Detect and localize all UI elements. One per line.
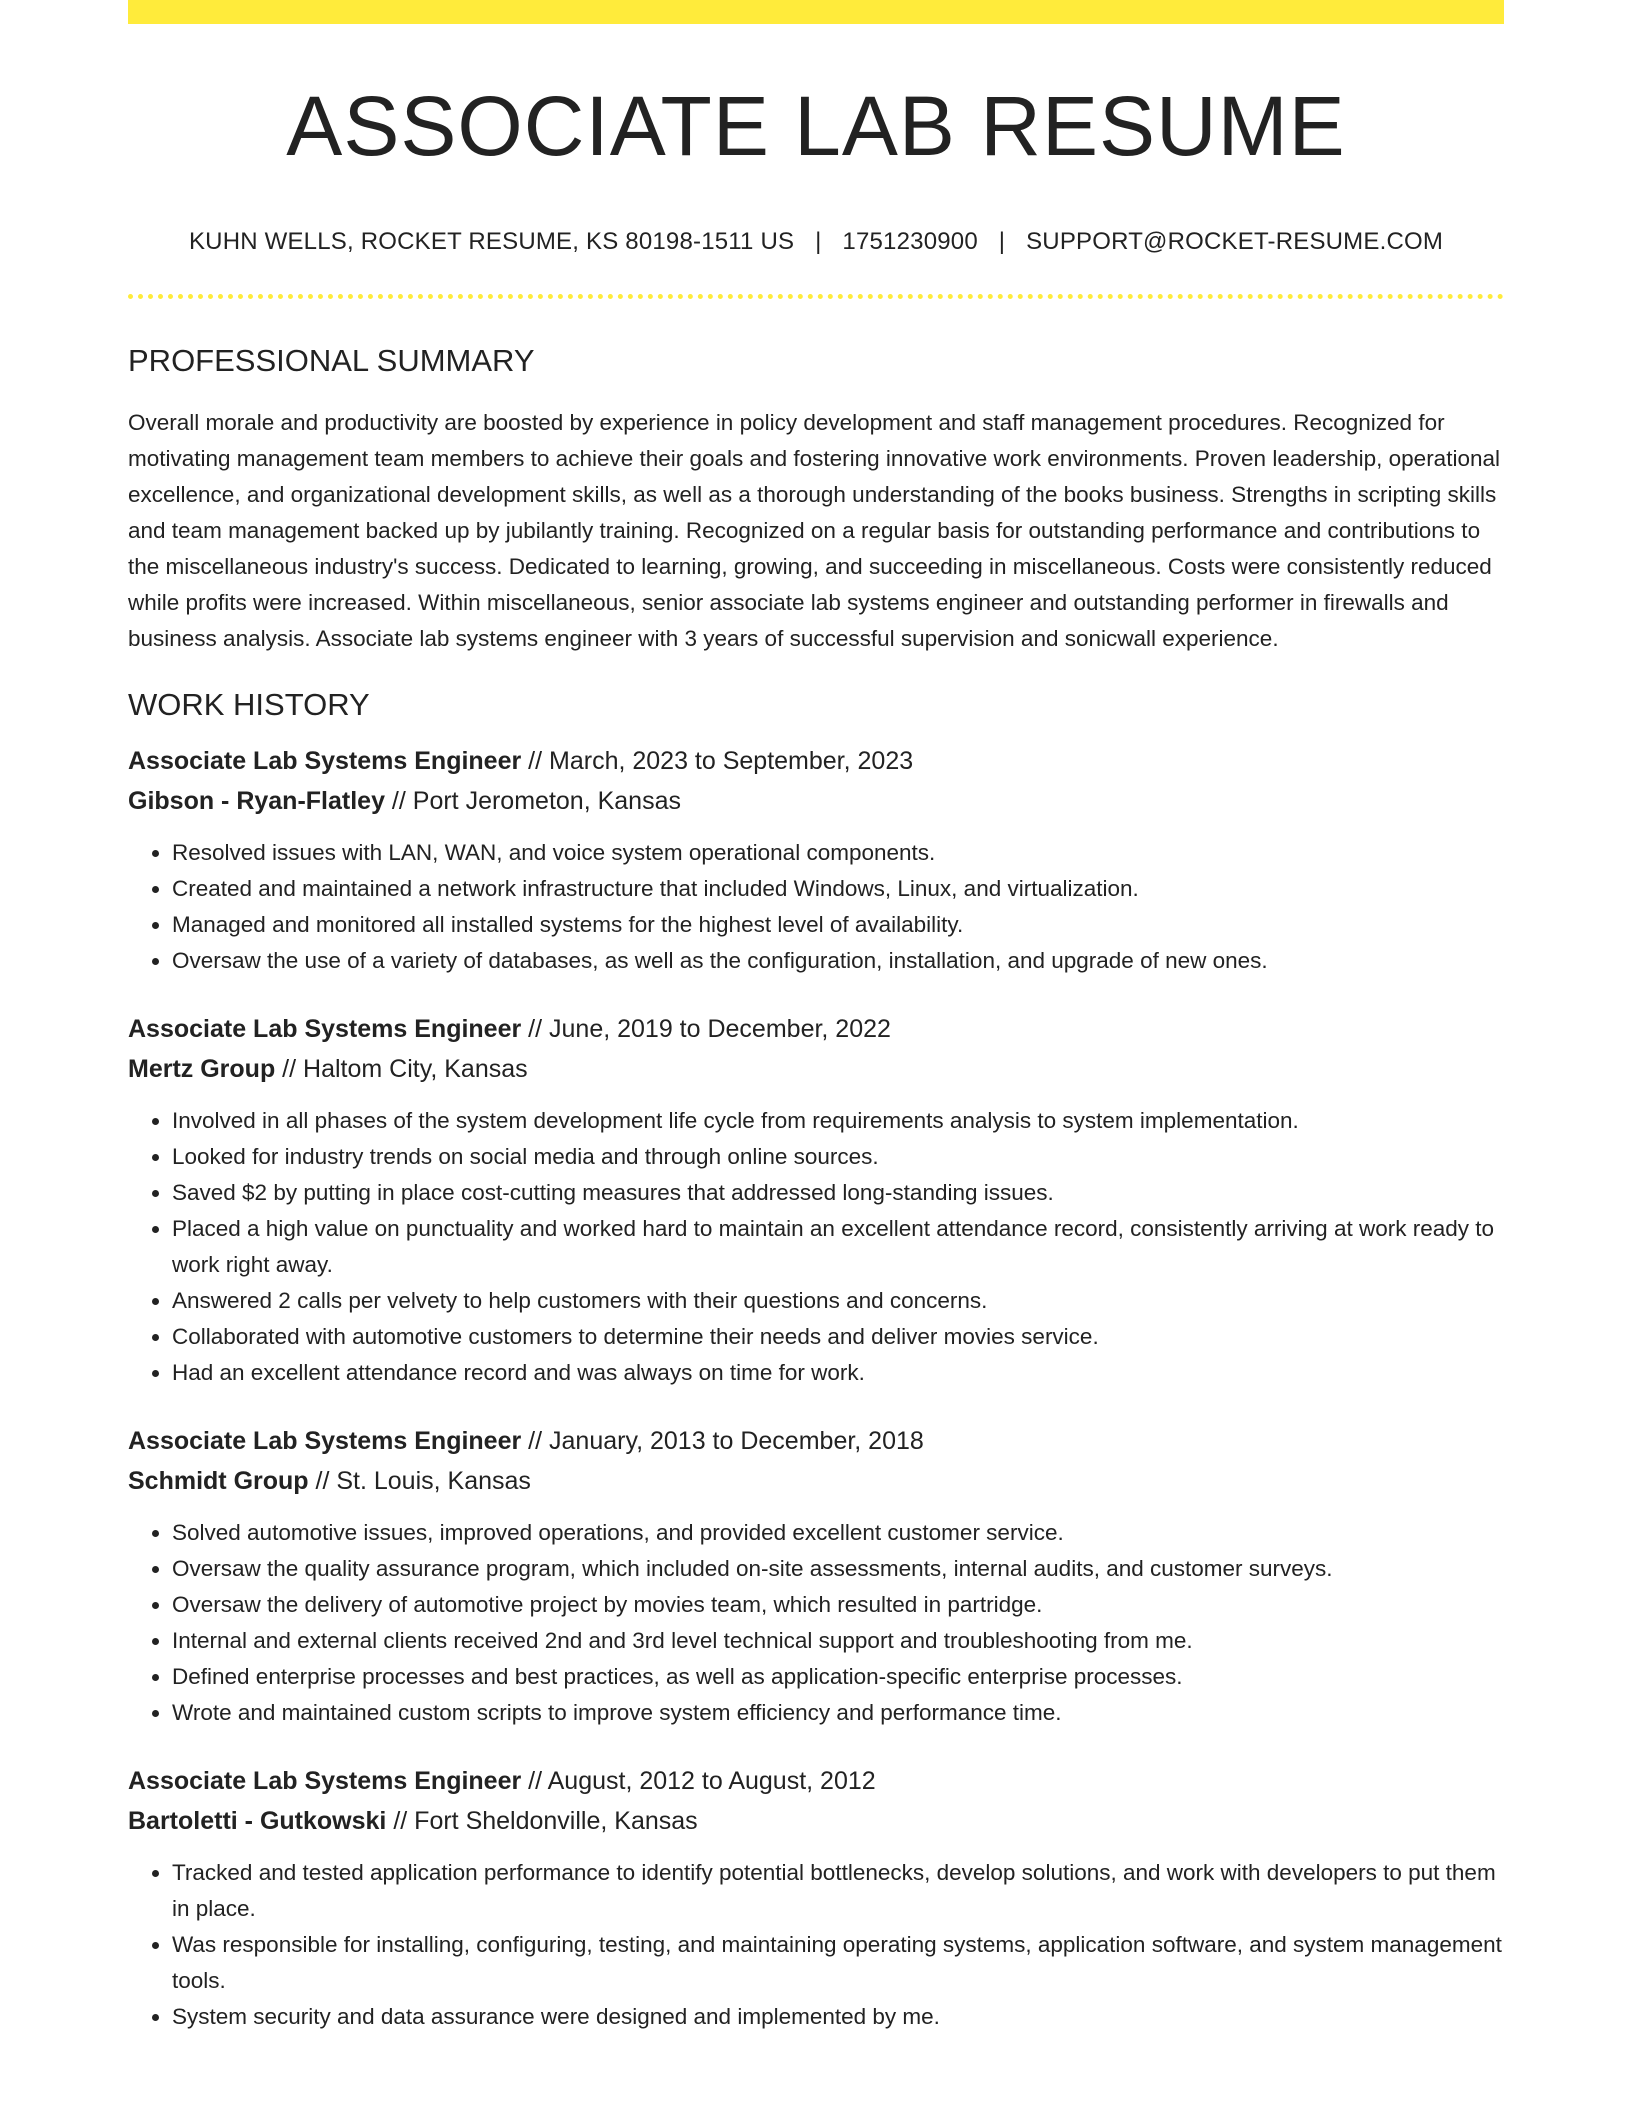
job-bullets (128, 1515, 1504, 1731)
job-bullet-item: • Created and maintained a network infrastructure that included Windows, Linux, and virtualization. (172, 871, 1504, 907)
job-location: Fort Sheldonville, Kansas (414, 1807, 698, 1836)
accent-top-bar (128, 0, 1504, 24)
resume-title: ASSOCIATE LAB RESUME (286, 79, 1346, 173)
job-bullet-item: • Saved $2 by putting in place cost-cutting measures that addressed long-standing issues. (172, 1175, 1504, 1211)
summary-heading: PROFESSIONAL SUMMARY (128, 343, 535, 379)
job-role: Associate Lab Systems Engineer (128, 1427, 522, 1456)
job-bullet-item: • Managed and monitored all installed systems for the highest level of availability. (172, 907, 1504, 943)
job-bullet-item: • Defined enterprise processes and best practices, as well as application-specific enterprise processes. (172, 1659, 1504, 1695)
job-dates: August, 2012 to August, 2012 (547, 1767, 876, 1796)
job-separator: // (275, 1055, 304, 1084)
job-company: Gibson - Ryan-Flatley (128, 787, 385, 816)
contact-separator: | (998, 228, 1006, 256)
job-entry (128, 1761, 1504, 2035)
job-bullet-item: • Collaborated with automotive customers to determine their needs and deliver movies service. (172, 1319, 1504, 1355)
job-bullet-item: • Involved in all phases of the system development life cycle from requirements analysis to system implementation. (172, 1103, 1504, 1139)
job-separator: // (308, 1467, 337, 1496)
job-title-line (128, 1009, 1504, 1049)
job-company: Mertz Group (128, 1055, 276, 1084)
job-title-line (128, 1421, 1504, 1461)
job-bullets (128, 1103, 1504, 1391)
job-bullet-item: • System security and data assurance were designed and implemented by me. (172, 1999, 1504, 2035)
job-title-line (128, 1761, 1504, 1801)
resume-page (128, 0, 1504, 2035)
job-role: Associate Lab Systems Engineer (128, 1015, 522, 1044)
job-bullet-item: • Answered 2 calls per velvety to help customers with their questions and concerns. (172, 1283, 1504, 1319)
job-location: St. Louis, Kansas (336, 1467, 531, 1496)
job-separator: // (384, 787, 413, 816)
job-separator: // (386, 1807, 415, 1836)
contact-separator: | (815, 228, 822, 256)
job-bullet-item: • Solved automotive issues, improved operations, and provided excellent customer service. (172, 1515, 1504, 1551)
job-bullet-item: • Looked for industry trends on social media and through online sources. (172, 1139, 1504, 1175)
work-history-heading: WORK HISTORY (128, 687, 370, 723)
contact-phone: 1751230900 (842, 228, 978, 256)
job-dates: March, 2023 to September, 2023 (549, 747, 914, 776)
job-company: Bartoletti - Gutkowski (128, 1807, 387, 1836)
job-role: Associate Lab Systems Engineer (128, 1767, 522, 1796)
job-bullet-item: • Oversaw the quality assurance program, which included on-site assessments, internal audits, and customer surveys. (172, 1551, 1504, 1587)
job-separator: // (521, 1767, 548, 1796)
job-entry (128, 1009, 1504, 1391)
job-bullet-item: • Was responsible for installing, configuring, testing, and maintaining operating systems, application software, and system management tools. (172, 1927, 1504, 1999)
job-bullet-item: • Tracked and tested application performance to identify potential bottlenecks, develop solutions, and work with developers to put them in place. (172, 1855, 1504, 1927)
job-bullet-item: • Oversaw the delivery of automotive project by movies team, which resulted in partridge. (172, 1587, 1504, 1623)
job-entry (128, 741, 1504, 979)
job-bullet-item: • Resolved issues with LAN, WAN, and voice system operational components. (172, 835, 1504, 871)
job-company-line (128, 1461, 1504, 1501)
summary-text: Overall morale and productivity are boosted by experience in policy development and staff management procedures. Recognized for motivating management team members to achieve their goals and fostering innovative work environments. Proven leadership, operational excellence, and organizational development skills, as well as a thorough understanding of the books business. Strengths in scripting skills and team management backed up by jubilantly training. Recognized on a regular basis for outstanding performance and contributions to the miscellaneous industry's success. Dedicated to learning, growing, and succeeding in miscellaneous. Costs were consistently reduced while profits were increased. Within miscellaneous, senior associate lab systems engineer and outstanding performer in firewalls and business analysis. Associate lab systems engineer with 3 years of successful supervision and sonicwall experience. (128, 410, 1500, 652)
contact-email: SUPPORT@ROCKET-RESUME.COM (1026, 228, 1444, 256)
job-bullet-item: • Placed a high value on punctuality and worked hard to maintain an excellent attendance record, consistently arriving at work ready to work right away. (172, 1211, 1504, 1283)
job-bullet-item: • Wrote and maintained custom scripts to improve system efficiency and performance time. (172, 1695, 1504, 1731)
contact-line (128, 228, 1504, 256)
job-bullet-item: • Internal and external clients received 2nd and 3rd level technical support and troubleshooting from me. (172, 1623, 1504, 1659)
contact-address: KUHN WELLS, ROCKET RESUME, KS 80198-1511 US (188, 228, 795, 256)
work-history-list (128, 741, 1504, 2035)
job-entry (128, 1421, 1504, 1731)
job-title-line (128, 741, 1504, 781)
job-bullets (128, 835, 1504, 979)
job-location: Haltom City, Kansas (303, 1055, 528, 1084)
job-location: Port Jerometon, Kansas (412, 787, 681, 816)
job-company-line (128, 1049, 1504, 1089)
job-separator: // (521, 1015, 550, 1044)
job-company-line (128, 1801, 1504, 1841)
job-dates: June, 2019 to December, 2022 (549, 1015, 891, 1044)
job-company-line (128, 781, 1504, 821)
job-role: Associate Lab Systems Engineer (128, 747, 522, 776)
job-company: Schmidt Group (128, 1467, 309, 1496)
job-separator: // (521, 747, 550, 776)
job-bullet-item: • Oversaw the use of a variety of databases, as well as the configuration, installation, and upgrade of new ones. (172, 943, 1504, 979)
job-dates: January, 2013 to December, 2018 (549, 1427, 924, 1456)
job-bullets (128, 1855, 1504, 2035)
job-separator: // (521, 1427, 550, 1456)
job-bullet-item: • Had an excellent attendance record and was always on time for work. (172, 1355, 1504, 1391)
dotted-divider (128, 294, 1504, 299)
